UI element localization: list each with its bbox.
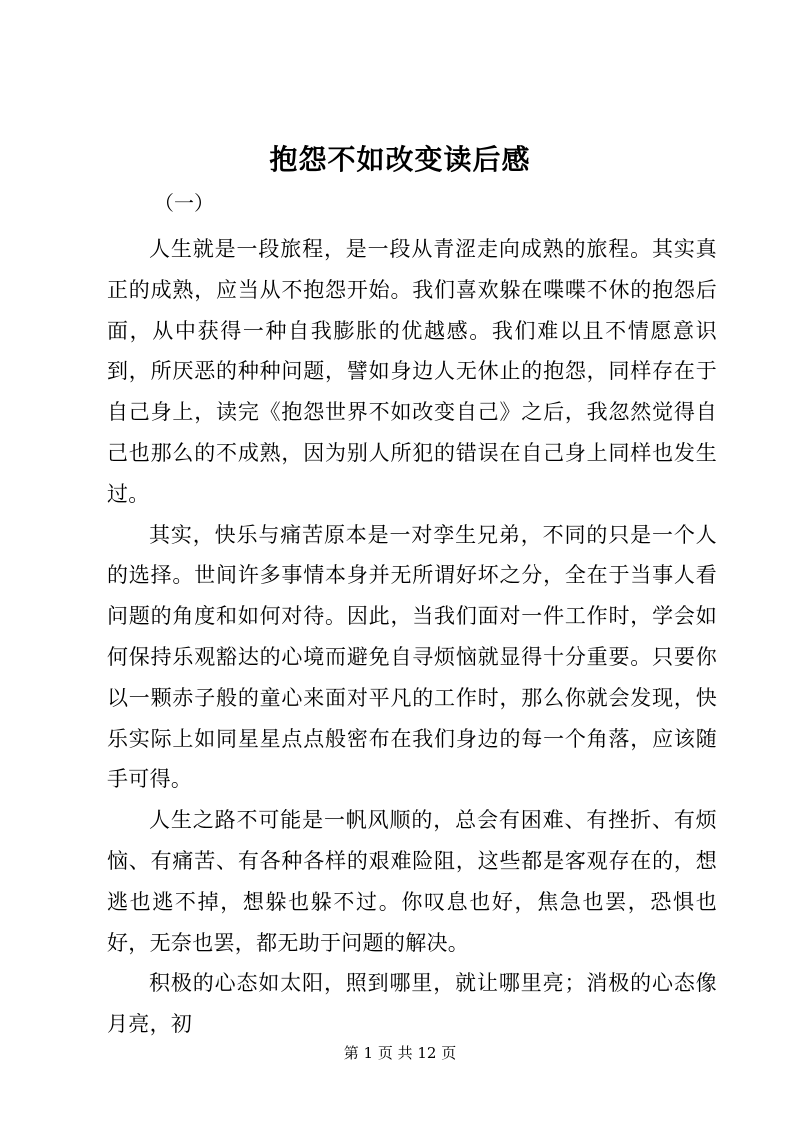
section-label: （一） — [154, 191, 214, 215]
document-body — [107, 229, 717, 1045]
paragraph: 人生之路不可能是一帆风顺的，总会有困难、有挫折、有烦恼、有痛苦、有各种各样的艰难险阻，这些都是客观存在的，想逃也逃不掉，想躲也躲不过。你叹息也好，焦急也罢，恐惧也好，无奈也罢，都无助于问题的解决。 — [107, 808, 717, 955]
page-footer: 第 1 页 共 12 页 — [343, 1044, 457, 1062]
document-title: 抱怨不如改变读后感 — [269, 143, 531, 176]
paragraph: 人生就是一段旅程，是一段从青涩走向成熟的旅程。其实真正的成熟，应当从不抱怨开始。我们喜欢躲在喋喋不休的抱怨后面，从中获得一种自我膨胀的优越感。我们难以且不情愿意识到，所厌恶的种种问题，譬如身边人无休止的抱怨，同样存在于自己身上，读完《抱怨世界不如改变自己》之后，我忽然觉得自己也那么的不成熟，因为别人所犯的错误在自己身上同样也发生过。 — [107, 237, 717, 506]
paragraph: 其实，快乐与痛苦原本是一对孪生兄弟，不同的只是一个人的选择。世间许多事情本身并无所谓好坏之分，全在于当事人看问题的角度和如何对待。因此，当我们面对一件工作时，学会如何保持乐观豁达的心境而避免自寻烦恼就显得十分重要。只要你以一颗赤子般的童心来面对平凡的工作时，那么你就会发现，快乐实际上如同星星点点般密布在我们身边的每一个角落，应该随手可得。 — [107, 522, 717, 792]
paragraph: 积极的心态如太阳，照到哪里，就让哪里亮；消极的心态像月亮，初 — [107, 971, 717, 1037]
